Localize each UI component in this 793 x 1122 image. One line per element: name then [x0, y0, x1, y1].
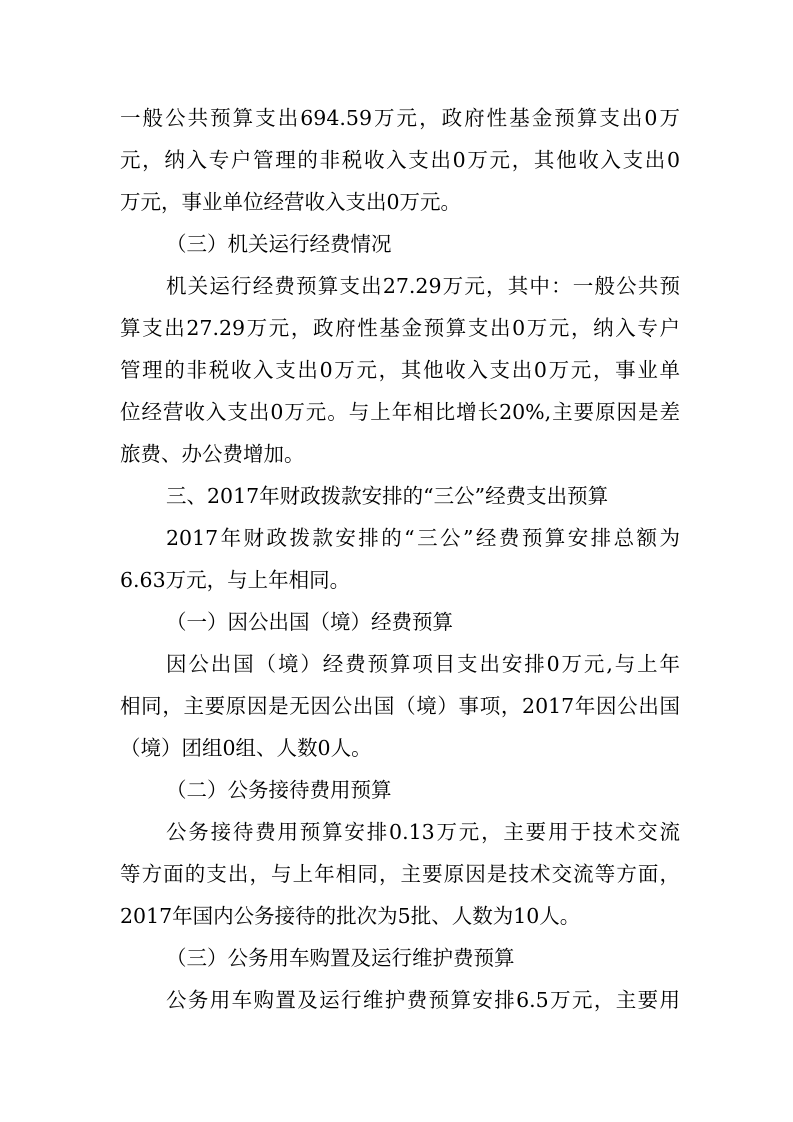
body-text-line: 2017年财政拨款安排的“三公”经费预算安排总额为	[166, 526, 680, 550]
body-text-line: 机关运行经费预算支出27.29万元，其中：一般公共预	[166, 274, 680, 298]
body-text-line: 因公出国（境）经费预算项目支出安排0万元,与上年	[166, 652, 680, 676]
body-text-line: 2017年国内公务接待的批次为5批、人数为10人。	[120, 904, 581, 928]
body-text-line: 算支出27.29万元，政府性基金预算支出0万元，纳入专户	[120, 316, 680, 340]
body-text-line: 等方面的支出，与上年相同，主要原因是技术交流等方面，	[120, 862, 680, 886]
body-text-line: 6.63万元，与上年相同。	[120, 568, 351, 592]
body-text-line: （境）团组0组、人数0人。	[120, 736, 372, 760]
section-heading: （三）机关运行经费情况	[166, 232, 392, 256]
body-text-line: 公务用车购置及运行维护费预算安排6.5万元，主要用	[166, 988, 680, 1012]
body-text-line: 万元，事业单位经营收入支出0万元。	[120, 190, 462, 214]
body-text-line: 旅费、办公费增加。	[120, 442, 305, 466]
body-text-line: 位经营收入支出0万元。与上年相比增长20%,主要原因是差	[120, 400, 680, 424]
body-text-line: 公务接待费用预算安排0.13万元，主要用于技术交流	[166, 820, 680, 844]
section-heading: 三、2017年财政拨款安排的“三公”经费支出预算	[166, 484, 609, 508]
body-text-line: 管理的非税收入支出0万元，其他收入支出0万元，事业单	[120, 358, 680, 382]
section-heading: （一）因公出国（境）经费预算	[166, 610, 453, 634]
body-text-line: 一般公共预算支出694.59万元，政府性基金预算支出0万	[120, 106, 680, 130]
section-heading: （二）公务接待费用预算	[166, 778, 392, 802]
body-text-line: 相同，主要原因是无因公出国（境）事项，2017年因公出国	[120, 694, 680, 718]
section-heading: （三）公务用车购置及运行维护费预算	[166, 946, 515, 970]
body-text-line: 元，纳入专户管理的非税收入支出0万元，其他收入支出0	[120, 148, 680, 172]
